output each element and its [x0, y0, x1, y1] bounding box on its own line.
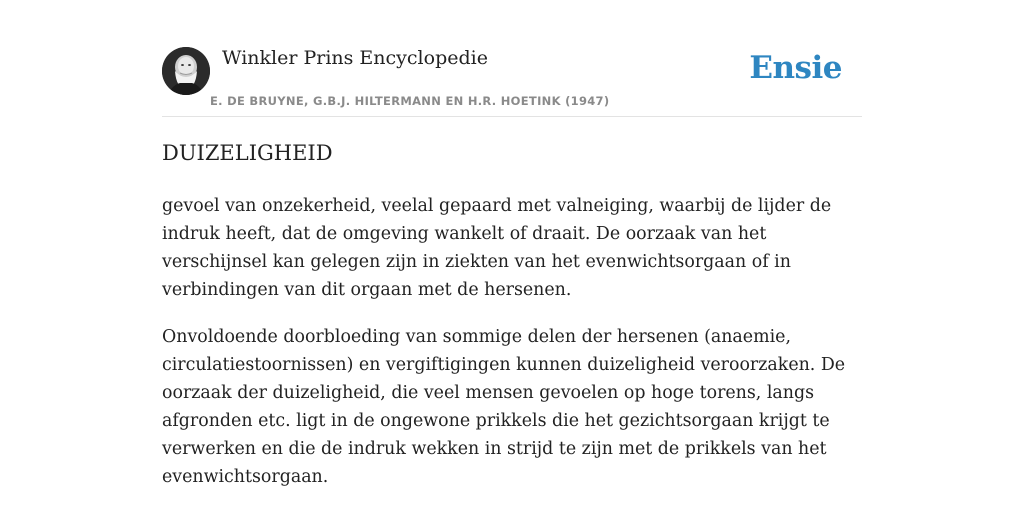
entry-paragraph: gevoel van onzekerheid, veelal gepaard met valneiging, waarbij de lijder de indruk heeft, dat de omgeving wankelt of draait. De oorzaak van het verschijnsel kan gelegen zijn in ziekten van het evenwichtsorgaan of in verbindingen van dit orgaan met de hersenen.: [162, 196, 832, 300]
entry-body: [162, 192, 862, 510]
entry-title: DUIZELIGHEID: [162, 141, 333, 165]
bearded-man-portrait-icon: [162, 47, 210, 95]
source-title[interactable]: Winkler Prins Encyclopedie: [222, 47, 488, 69]
entry-paragraph: Onvoldoende doorbloeding van sommige delen der hersenen (anaemie, circulatiestoornissen) en vergiftigingen kunnen duizeligheid veroorzaken. De oorzaak der duizeligheid, die veel mensen gevoelen op hoge torens, langs afgronden etc. ligt in de ongewone prikkels die het gezichtsorgaan krijgt te verwerken en die de indruk wekken in strijd te zijn met de prikkels van het evenwichtsorgaan.: [162, 327, 846, 487]
source-authors: E. DE BRUYNE, G.B.J. HILTERMANN EN H.R. HOETINK (1947): [210, 94, 610, 108]
author-avatar[interactable]: [162, 47, 210, 95]
brand-logo[interactable]: Ensie: [749, 50, 842, 86]
source-header: [162, 44, 862, 117]
